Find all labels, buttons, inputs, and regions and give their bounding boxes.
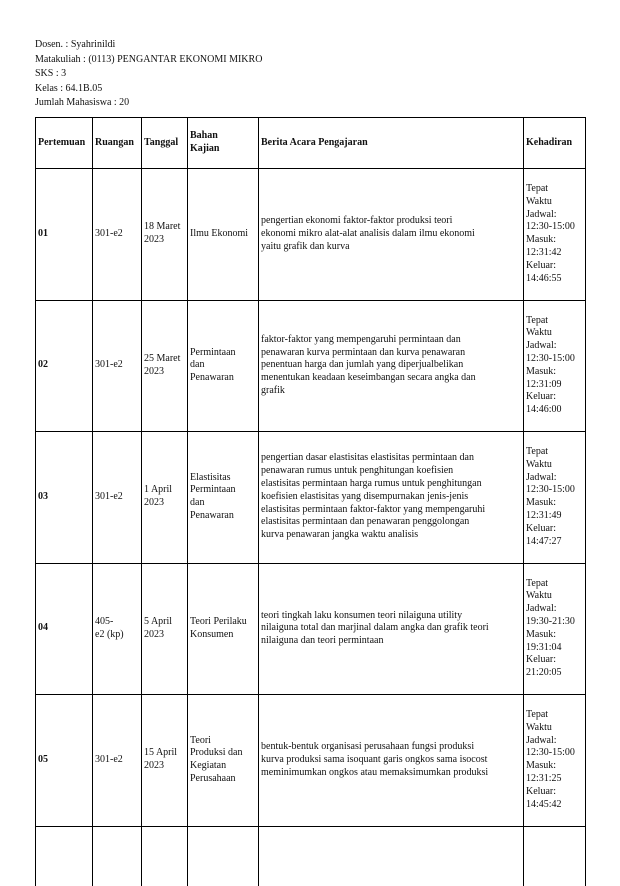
empty-cell (142, 826, 188, 886)
cell-kehadiran: Tepat Waktu Jadwal: 19:30-21:30 Masuk: 19:31:04 Keluar: 21:20:05 (524, 563, 586, 695)
cell-tanggal: 1 April 2023 (142, 432, 188, 564)
cell-bahan-kajian: Teori Produksi dan Kegiatan Perusahaan (188, 695, 259, 827)
cell-ruangan: 301-e2 (93, 695, 142, 827)
cell-ruangan: 405- e2 (kp) (93, 563, 142, 695)
cell-pertemuan: 02 (36, 300, 93, 432)
cell-tanggal: 5 April 2023 (142, 563, 188, 695)
cell-berita-acara: pengertian dasar elastisitas elastisitas permintaan dan penawaran rumus untuk penghitungan koefisien elastisitas permintaan harga rumus untuk penghitungan koefisien elastisitas yang disempurnakan jenis-jenis elastisitas permintaan faktor-faktor yang mempengaruhi elastisitas permintaan dan penawaran penggolongan kurva penawaran jangka waktu analisis (259, 432, 524, 564)
kelas-line: Kelas : 64.1B.05 (35, 82, 103, 94)
table-row (36, 300, 586, 432)
cell-tanggal: 18 Maret 2023 (142, 169, 188, 301)
cell-bahan-kajian: Elastisitas Permintaan dan Penawaran (188, 432, 259, 564)
sks-line: SKS : 3 (35, 68, 67, 80)
cell-berita-acara: pengertian ekonomi faktor-faktor produksi teori ekonomi mikro alat-alat analisis dalam ilmu ekonomi yaitu grafik dan kurva (259, 169, 524, 301)
table-row-continued (36, 826, 586, 886)
table-row (36, 432, 586, 564)
cell-pertemuan: 03 (36, 432, 93, 564)
cell-tanggal: 25 Maret 2023 (142, 300, 188, 432)
cell-bahan-kajian: Teori Perilaku Konsumen (188, 563, 259, 695)
empty-cell (259, 826, 524, 886)
document-header (35, 38, 262, 111)
cell-kehadiran: Tepat Waktu Jadwal: 12:30-15:00 Masuk: 12:31:49 Keluar: 14:47:27 (524, 432, 586, 564)
cell-ruangan: 301-e2 (93, 169, 142, 301)
table-row (36, 563, 586, 695)
col-header-berita-acara: Berita Acara Pengajaran (259, 118, 524, 169)
table-row (36, 695, 586, 827)
table-header-row (36, 118, 586, 169)
jumlah-mahasiswa-line: Jumlah Mahasiswa : 20 (35, 97, 130, 109)
col-header-kehadiran: Kehadiran (524, 118, 586, 169)
cell-berita-acara: teori tingkah laku konsumen teori nilaiguna utility nilaiguna total dan marjinal dalam angka dan grafik teori nilaiguna dan teori permintaan (259, 563, 524, 695)
empty-cell (93, 826, 142, 886)
cell-kehadiran: Tepat Waktu Jadwal: 12:30-15:00 Masuk: 12:31:25 Keluar: 14:45:42 (524, 695, 586, 827)
cell-pertemuan: 04 (36, 563, 93, 695)
empty-cell (36, 826, 93, 886)
cell-tanggal: 15 April 2023 (142, 695, 188, 827)
cell-berita-acara: bentuk-bentuk organisasi perusahaan fungsi produksi kurva produksi sama isoquant garis ongkos sama isocost meminimumkan ongkos atau memaksimumkan produksi (259, 695, 524, 827)
col-header-pertemuan: Pertemuan (36, 118, 93, 169)
cell-bahan-kajian: Ilmu Ekonomi (188, 169, 259, 301)
cell-ruangan: 301-e2 (93, 432, 142, 564)
col-header-tanggal: Tanggal (142, 118, 188, 169)
empty-cell (524, 826, 586, 886)
table-row (36, 169, 586, 301)
cell-berita-acara: faktor-faktor yang mempengaruhi permintaan dan penawaran kurva permintaan dan kurva penawaran penentuan harga dan jumlah yang diperjualbelikan menentukan keadaan keseimbangan secara angka dan grafik (259, 300, 524, 432)
dosen-line: Dosen. : Syahrinildi (35, 39, 116, 50)
cell-kehadiran: Tepat Waktu Jadwal: 12:30-15:00 Masuk: 12:31:42 Keluar: 14:46:55 (524, 169, 586, 301)
attendance-table (35, 117, 586, 886)
cell-kehadiran: Tepat Waktu Jadwal: 12:30-15:00 Masuk: 12:31:09 Keluar: 14:46:00 (524, 300, 586, 432)
cell-bahan-kajian: Permintaan dan Penawaran (188, 300, 259, 432)
matakuliah-line: Matakuliah : (0113) PENGANTAR EKONOMI MIKRO (35, 53, 263, 65)
empty-cell (188, 826, 259, 886)
col-header-bahan-kajian: Bahan Kajian (188, 118, 259, 169)
cell-pertemuan: 01 (36, 169, 93, 301)
cell-pertemuan: 05 (36, 695, 93, 827)
cell-ruangan: 301-e2 (93, 300, 142, 432)
col-header-ruangan: Ruangan (93, 118, 142, 169)
